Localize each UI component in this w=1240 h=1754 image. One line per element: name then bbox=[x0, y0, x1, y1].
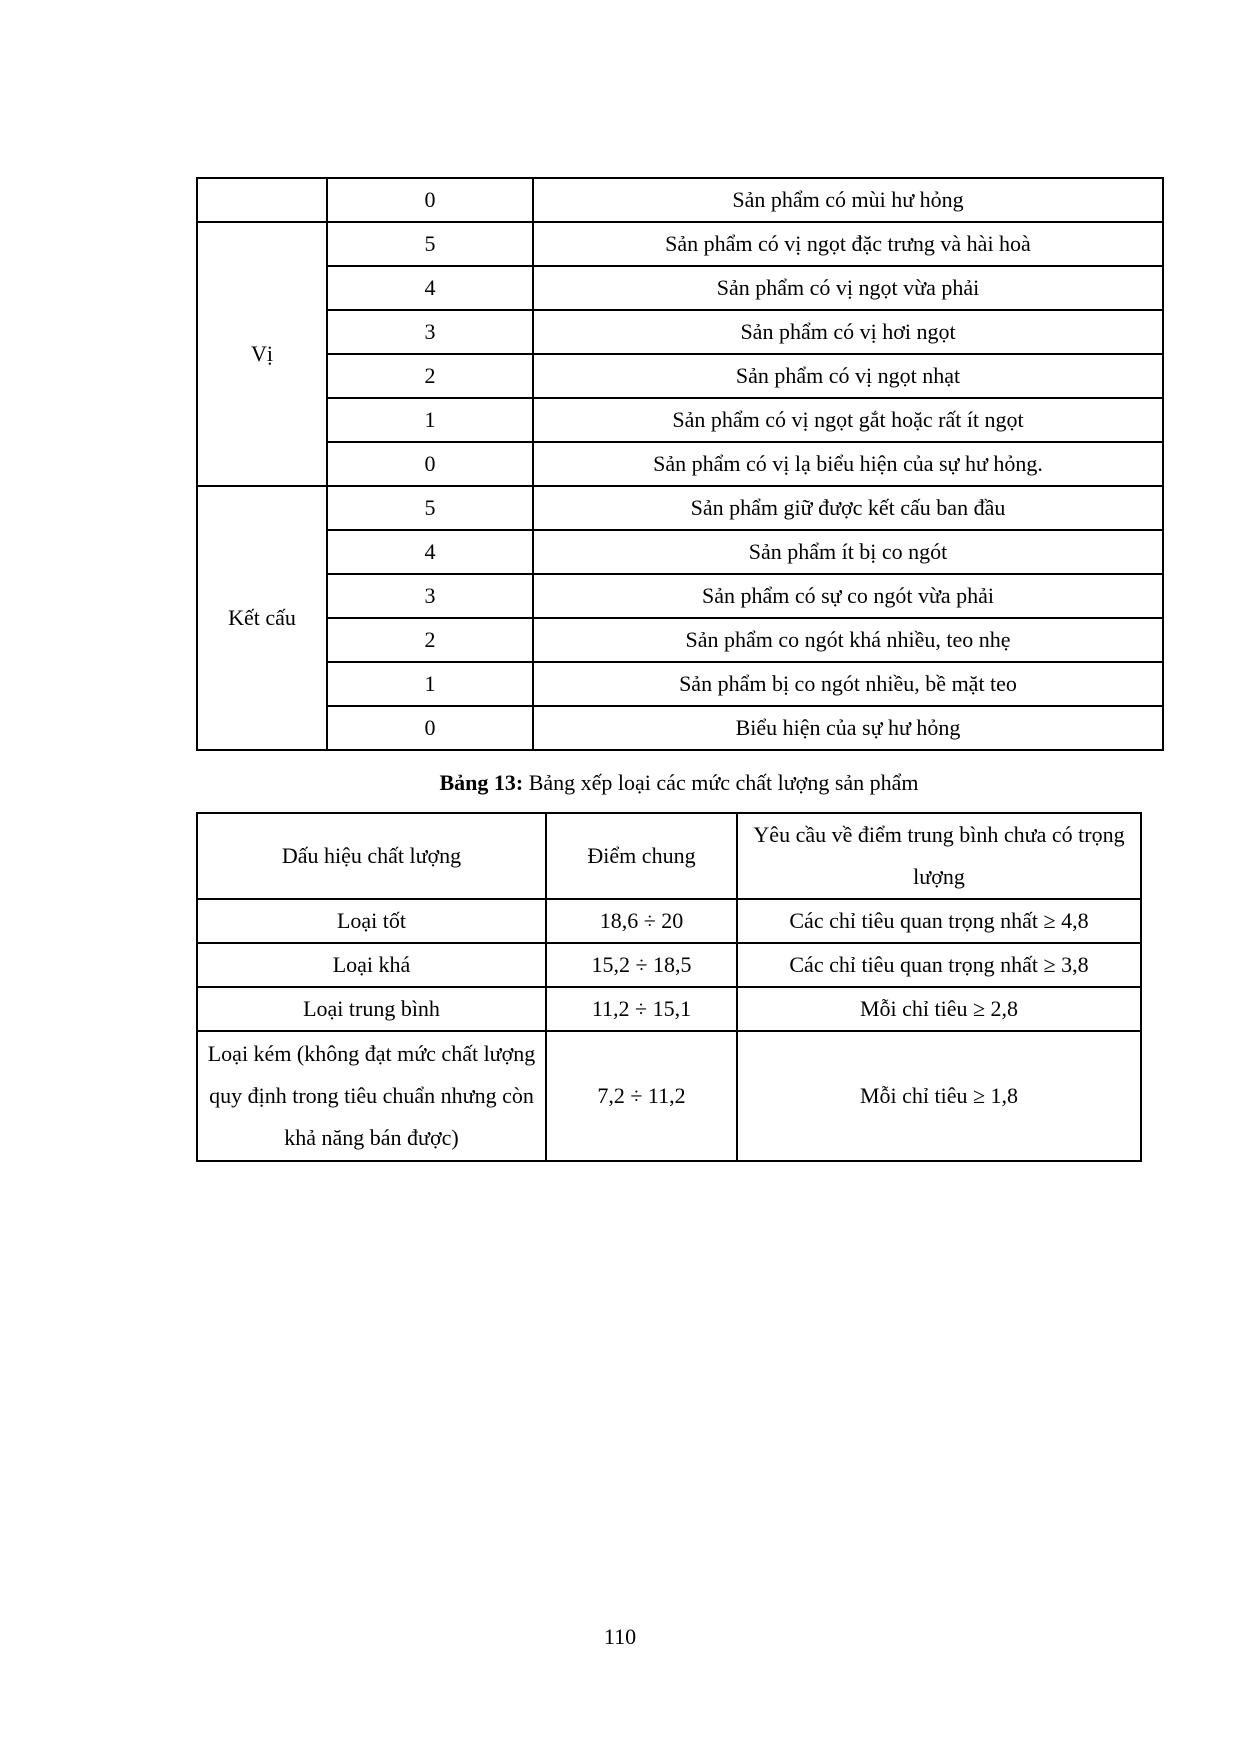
score-cell: 0 bbox=[327, 442, 533, 486]
description-cell: Sản phẩm giữ được kết cấu ban đầu bbox=[533, 486, 1163, 530]
table-row bbox=[197, 943, 1141, 987]
score-range-cell: 18,6 ÷ 20 bbox=[546, 899, 737, 943]
table-row bbox=[197, 354, 1163, 398]
score-cell: 4 bbox=[327, 266, 533, 310]
requirement-cell: Các chỉ tiêu quan trọng nhất ≥ 3,8 bbox=[737, 943, 1141, 987]
caption-text: Bảng xếp loại các mức chất lượng sản phẩm bbox=[528, 770, 919, 795]
table-row bbox=[197, 266, 1163, 310]
description-cell: Biểu hiện của sự hư hỏng bbox=[533, 706, 1163, 750]
table-row bbox=[197, 222, 1163, 266]
column-header: Yêu cầu về điểm trung bình chưa có trọng lượng bbox=[737, 813, 1141, 899]
description-cell: Sản phẩm bị co ngót nhiều, bề mặt teo bbox=[533, 662, 1163, 706]
score-cell: 5 bbox=[327, 486, 533, 530]
score-cell: 0 bbox=[327, 178, 533, 222]
quality-grade-table bbox=[196, 812, 1142, 1162]
grade-cell: Loại trung bình bbox=[197, 987, 546, 1031]
requirement-cell: Các chỉ tiêu quan trọng nhất ≥ 4,8 bbox=[737, 899, 1141, 943]
table-row bbox=[197, 574, 1163, 618]
grade-cell: Loại khá bbox=[197, 943, 546, 987]
table-row bbox=[197, 398, 1163, 442]
column-header: Dấu hiệu chất lượng bbox=[197, 813, 546, 899]
score-range-cell: 11,2 ÷ 15,1 bbox=[546, 987, 737, 1031]
description-cell: Sản phẩm có vị lạ biểu hiện của sự hư hỏng. bbox=[533, 442, 1163, 486]
score-cell: 5 bbox=[327, 222, 533, 266]
scoring-table-continued bbox=[196, 177, 1164, 751]
score-range-cell: 15,2 ÷ 18,5 bbox=[546, 943, 737, 987]
requirement-cell: Mỗi chỉ tiêu ≥ 2,8 bbox=[737, 987, 1141, 1031]
description-cell: Sản phẩm có sự co ngót vừa phải bbox=[533, 574, 1163, 618]
score-cell: 2 bbox=[327, 618, 533, 662]
description-cell: Sản phẩm có mùi hư hỏng bbox=[533, 178, 1163, 222]
score-cell: 3 bbox=[327, 574, 533, 618]
table-row bbox=[197, 987, 1141, 1031]
description-cell: Sản phẩm ít bị co ngót bbox=[533, 530, 1163, 574]
criterion-cell-taste: Vị bbox=[197, 222, 327, 486]
table-row bbox=[197, 706, 1163, 750]
criterion-cell bbox=[197, 178, 327, 222]
caption-label: Bảng 13: bbox=[439, 770, 524, 795]
page-number: 110 bbox=[603, 1624, 637, 1649]
table-row bbox=[197, 178, 1163, 222]
score-cell: 1 bbox=[327, 662, 533, 706]
table-row bbox=[197, 530, 1163, 574]
grade-cell: Loại kém (không đạt mức chất lượng quy định trong tiêu chuẩn nhưng còn khả năng bán được) bbox=[197, 1031, 546, 1161]
table-row bbox=[197, 618, 1163, 662]
table-row bbox=[197, 442, 1163, 486]
score-cell: 0 bbox=[327, 706, 533, 750]
description-cell: Sản phẩm co ngót khá nhiều, teo nhẹ bbox=[533, 618, 1163, 662]
description-cell: Sản phẩm có vị hơi ngọt bbox=[533, 310, 1163, 354]
score-cell: 1 bbox=[327, 398, 533, 442]
column-header: Điểm chung bbox=[546, 813, 737, 899]
table-row bbox=[197, 899, 1141, 943]
table-row bbox=[197, 662, 1163, 706]
description-cell: Sản phẩm có vị ngọt nhạt bbox=[533, 354, 1163, 398]
requirement-cell: Mỗi chỉ tiêu ≥ 1,8 bbox=[737, 1031, 1141, 1161]
table-caption bbox=[196, 762, 1162, 804]
table-header-row bbox=[197, 813, 1141, 899]
score-cell: 4 bbox=[327, 530, 533, 574]
description-cell: Sản phẩm có vị ngọt vừa phải bbox=[533, 266, 1163, 310]
criterion-cell-texture: Kết cấu bbox=[197, 486, 327, 750]
description-cell: Sản phẩm có vị ngọt gắt hoặc rất ít ngọt bbox=[533, 398, 1163, 442]
score-range-cell: 7,2 ÷ 11,2 bbox=[546, 1031, 737, 1161]
table-row bbox=[197, 310, 1163, 354]
score-cell: 2 bbox=[327, 354, 533, 398]
table-row bbox=[197, 486, 1163, 530]
grade-cell: Loại tốt bbox=[197, 899, 546, 943]
description-cell: Sản phẩm có vị ngọt đặc trưng và hài hoà bbox=[533, 222, 1163, 266]
table-row bbox=[197, 1031, 1141, 1161]
score-cell: 3 bbox=[327, 310, 533, 354]
